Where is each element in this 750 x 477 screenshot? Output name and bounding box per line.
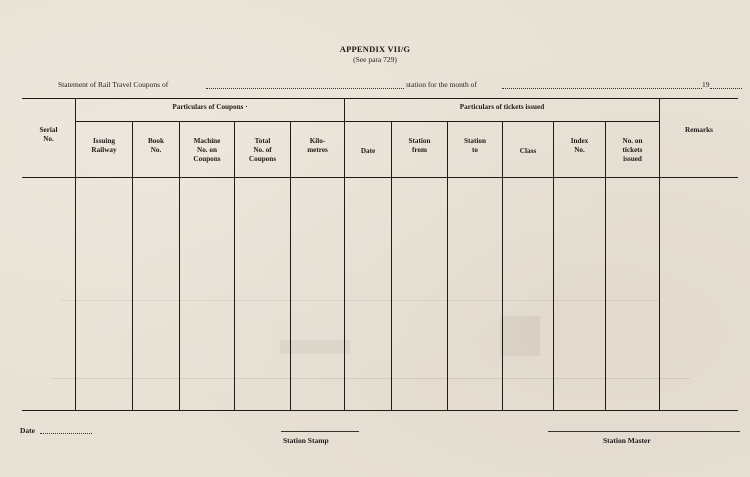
footer-date-label: Date (20, 426, 35, 435)
table-top-rule (22, 98, 738, 99)
col-rule (502, 121, 503, 410)
col-rule (391, 121, 392, 410)
table-bottom-rule (22, 410, 738, 411)
statement-prefix: Statement of Rail Travel Coupons of (58, 80, 169, 89)
header-class: Class (519, 147, 537, 155)
master-line (548, 431, 740, 432)
col-rule (447, 121, 448, 410)
header-total-coupons: Total No. of Coupons (248, 137, 277, 163)
header-remarks: Remarks (685, 126, 713, 134)
col-rule (290, 121, 291, 410)
header-date: Date (360, 147, 376, 155)
stamp-line (281, 431, 359, 432)
col-rule (659, 98, 660, 410)
col-rule (179, 121, 180, 410)
col-rule (344, 98, 345, 410)
group-divider-rule (76, 121, 660, 122)
header-index-no: Index No. (570, 137, 589, 154)
header-machine-no: Machine No. on Coupons (193, 137, 221, 163)
header-tickets-issued: No. on tickets issued (622, 137, 643, 163)
date-blank (40, 433, 92, 434)
footer-station-master: Station Master (603, 436, 651, 445)
header-book-no: Book No. (148, 137, 164, 154)
header-station-to: Station to (464, 137, 486, 154)
year-blank (710, 88, 742, 89)
col-rule (553, 121, 554, 410)
appendix-subtitle: (See para 729) (353, 55, 397, 64)
header-issuing-railway: Issuing Railway (91, 137, 117, 154)
appendix-title: APPENDIX VII/G (339, 44, 411, 54)
header-kilometres: Kilo- metres (307, 137, 328, 154)
header-group-coupons: Particulars of Coupons · (172, 103, 248, 111)
footer-station-stamp: Station Stamp (283, 436, 329, 445)
col-rule (605, 121, 606, 410)
header-bottom-rule (22, 177, 738, 178)
month-blank (502, 88, 702, 89)
col-rule (234, 121, 235, 410)
header-serial-no: Serial No. (39, 126, 58, 143)
statement-middle: station for the month of (406, 80, 477, 89)
header-group-tickets: Particulars of tickets issued (459, 103, 545, 111)
station-blank (206, 88, 404, 89)
col-rule (132, 121, 133, 410)
statement-line (58, 80, 742, 92)
statement-year: 19 (702, 80, 710, 89)
header-station-from: Station from (408, 137, 431, 154)
